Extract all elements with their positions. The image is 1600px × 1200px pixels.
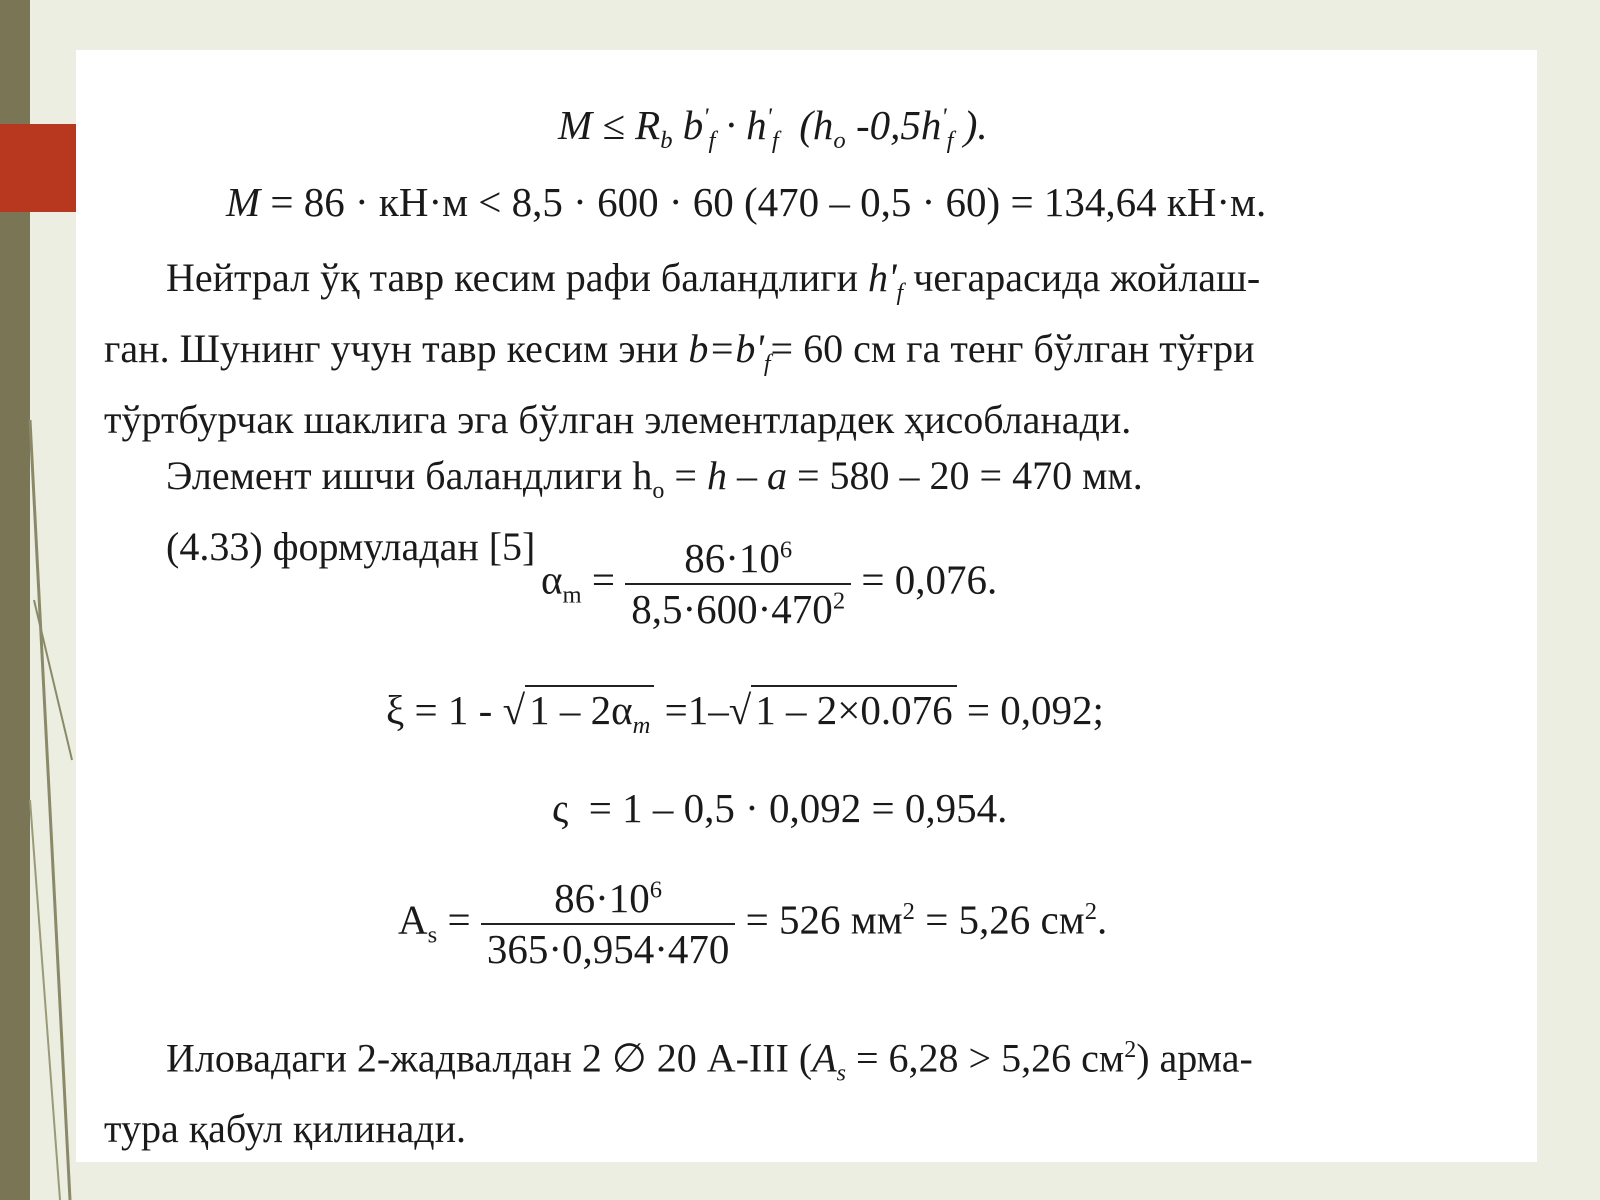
paragraph-line: тўртбурчак шаклига эга бўлган элементлардек ҳисобланади. xyxy=(104,397,1132,442)
equation-zeta: ς = 1 – 0,5 · 0,092 = 0,954. xyxy=(552,785,1008,831)
equation-as: $A_s$ = $\frac{86\cdot 10^6}{365\cdot 0,954\cdot 470}$ = 526 $мм^2 = 5,26$ $см^2$. xyxy=(398,875,1108,972)
paragraph-line: Нейтрал ўқ тавр кесим рафи баландлиги $h'_f$ чегарасида жойлаш- xyxy=(166,255,1261,306)
fraction: $\frac{86\cdot 10^6}{365\cdot 0,954\cdot 470}$ xyxy=(481,878,736,970)
document-page xyxy=(76,50,1537,1162)
paragraph-neutral-axis xyxy=(104,250,1504,575)
paragraph-line: тура қабул қилинади. xyxy=(104,1106,467,1152)
fraction: $\frac{86\cdot 10^6}{8,5\cdot 600\cdot 470^2}$ xyxy=(625,538,851,630)
formula-moment-check: M = 86 · кН·м < 8,5 · 600 · 60 (470 – 0,5 · 60) = 134,64 кН·м. xyxy=(226,179,1267,225)
formula-moment-condition: $M \le R_b$ $b'_f \cdot h'_f$ ($h_o$ $-0,5h'_f$ ). xyxy=(558,102,988,155)
paragraph-working-height: Элемент ишчи баландлиги $h_o = h - a = 580 - 20 = 470$ мм. xyxy=(166,453,1143,504)
accent-square xyxy=(0,124,76,212)
equation-alpha-m: $\alpha_m$ = $\frac{86\cdot 10^6}{8,5\cdot 600\cdot 470^2}$ = 0,076. xyxy=(541,535,998,632)
paragraph-line: Иловадаги 2-жадвалдан 2 ∅ 20 А-III ($A_s = 6,28 > 5,26$ $см^2$) арма- xyxy=(166,1035,1253,1087)
equation-xi: $\xi = 1 - √1 - 2\alpha_m =1-√1 - 2\times 0.076 = 0,092$; xyxy=(386,687,1104,740)
paragraph-line: ган. Шунинг учун тавр кесим эни $b=b'_f= 60$ см га тенг бўлган тўғри xyxy=(104,326,1255,377)
paragraph-reinforcement xyxy=(104,1022,1504,1157)
paragraph-formula-ref: (4.33) формуладан [5] xyxy=(166,524,536,569)
